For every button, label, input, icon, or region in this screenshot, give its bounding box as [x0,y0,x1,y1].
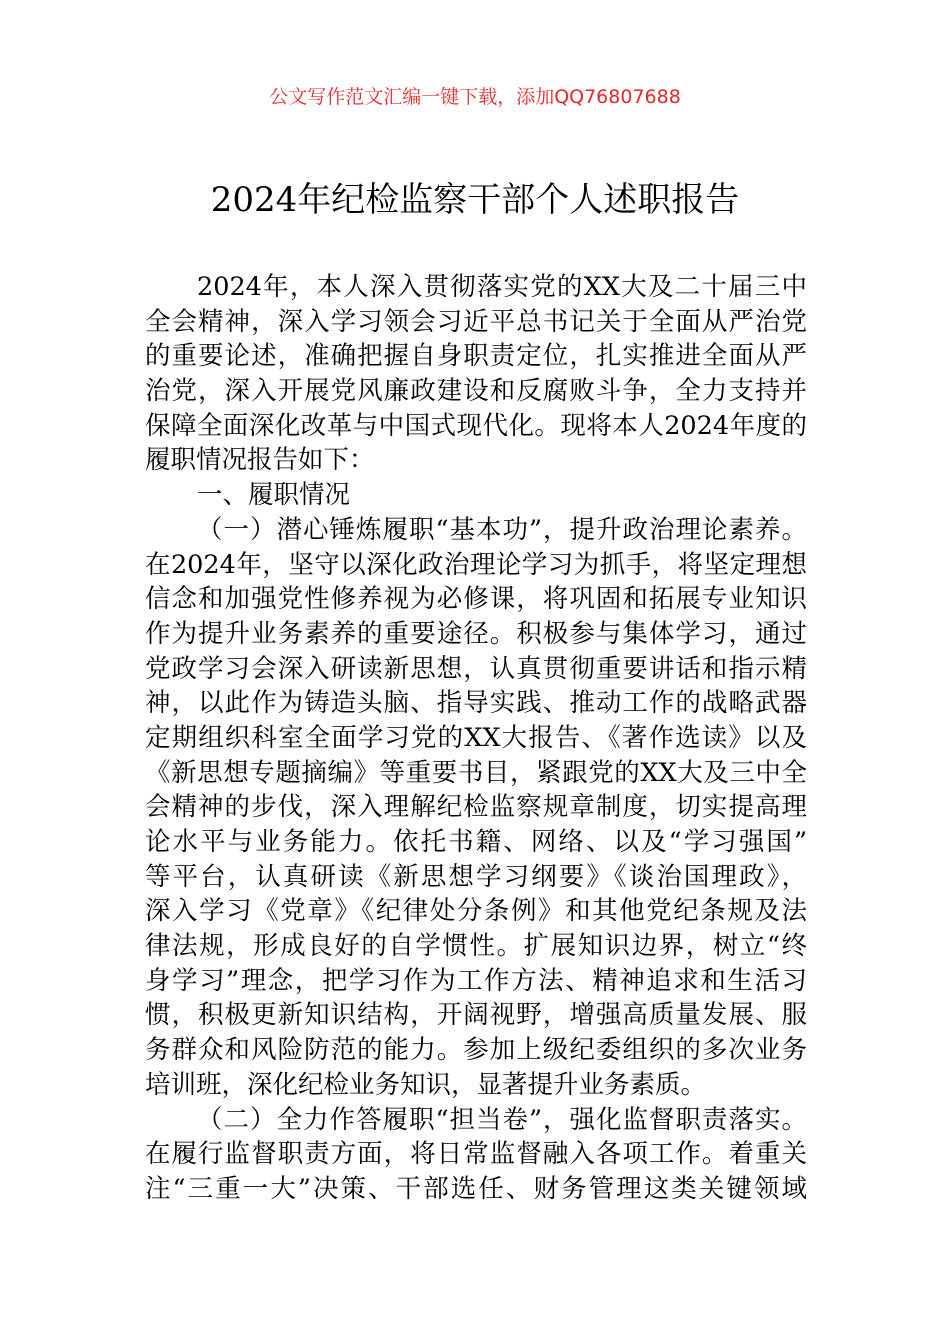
document-text-line: 定期组织科室全面学习党的XX大报告、《著作选读》以及 [145,722,807,753]
document-text-line: 深入学习《党章》《纪律处分条例》和其他党纪条规及法 [145,896,807,927]
document-text-line: 会精神的步伐，深入理解纪检监察规章制度，切实提高理 [145,792,807,823]
document-text-line: 身学习”理念，把学习作为工作方法、精神追求和生活习 [145,965,807,996]
document-body [145,270,807,1207]
download-watermark-text: 公文写作范文汇编一键下载，添加QQ76807688 [269,86,681,108]
document-text-line: 在履行监督职责方面，将日常监督融入各项工作。着重关 [145,1139,807,1170]
document-text-line: 2024年，本人深入贯彻落实党的XX大及二十届三中 [197,272,807,302]
document-text-line: 治党，深入开展党风廉政建设和反腐败斗争，全力支持并 [145,376,807,407]
document-text-line: 一、履职情况 [197,480,351,511]
document-text-line: 论水平与业务能力。依托书籍、网络、以及“学习强国” [145,827,807,857]
document-text-line: 保障全面深化改革与中国式现代化。现将本人2024年度的 [145,410,807,441]
document-text-line: 作为提升业务素养的重要途径。积极参与集体学习，通过 [145,618,807,649]
document-text-line: （二）全力作答履职“担当卷”，强化监督职责落实。 [197,1104,807,1135]
document-text-line: 注“三重一大”决策、干部选任、财务管理这类关键领域 [145,1173,807,1204]
document-title: 2024年纪检监察干部个人述职报告 [210,180,740,220]
document-text-line: 在2024年，坚守以深化政治理论学习为抓手，将坚定理想 [145,549,807,580]
document-text-line: 信念和加强党性修养视为必修课，将巩固和拓展专业知识 [145,584,807,615]
document-text-line: 全会精神，深入学习领会习近平总书记关于全面从严治党 [145,306,807,337]
document-text-line: （一）潜心锤炼履职“基本功”，提升政治理论素养。 [197,514,807,545]
document-text-line: 《新思想专题摘编》等重要书目，紧跟党的XX大及三中全 [145,757,807,788]
document-text-line: 惯，积极更新知识结构，开阔视野，增强高质量发展、服 [145,1000,807,1031]
document-text-line: 的重要论述，准确把握自身职责定位，扎实推进全面从严 [145,341,807,372]
document-text-line: 神，以此作为铸造头脑、指导实践、推动工作的战略武器 [145,688,807,719]
document-text-line: 务群众和风险防范的能力。参加上级纪委组织的多次业务 [145,1035,807,1066]
document-text-line: 党政学习会深入研读新思想，认真贯彻重要讲话和指示精 [145,653,807,684]
document-text-line: 培训班，深化纪检业务知识，显著提升业务素质。 [145,1069,707,1100]
document-text-line: 律法规，形成良好的自学惯性。扩展知识边界，树立“终 [145,931,807,962]
document-text-line: 履职情况报告如下： [145,445,375,476]
document-text-line: 等平台，认真研读《新思想学习纲要》《谈治国理政》， [145,861,807,892]
